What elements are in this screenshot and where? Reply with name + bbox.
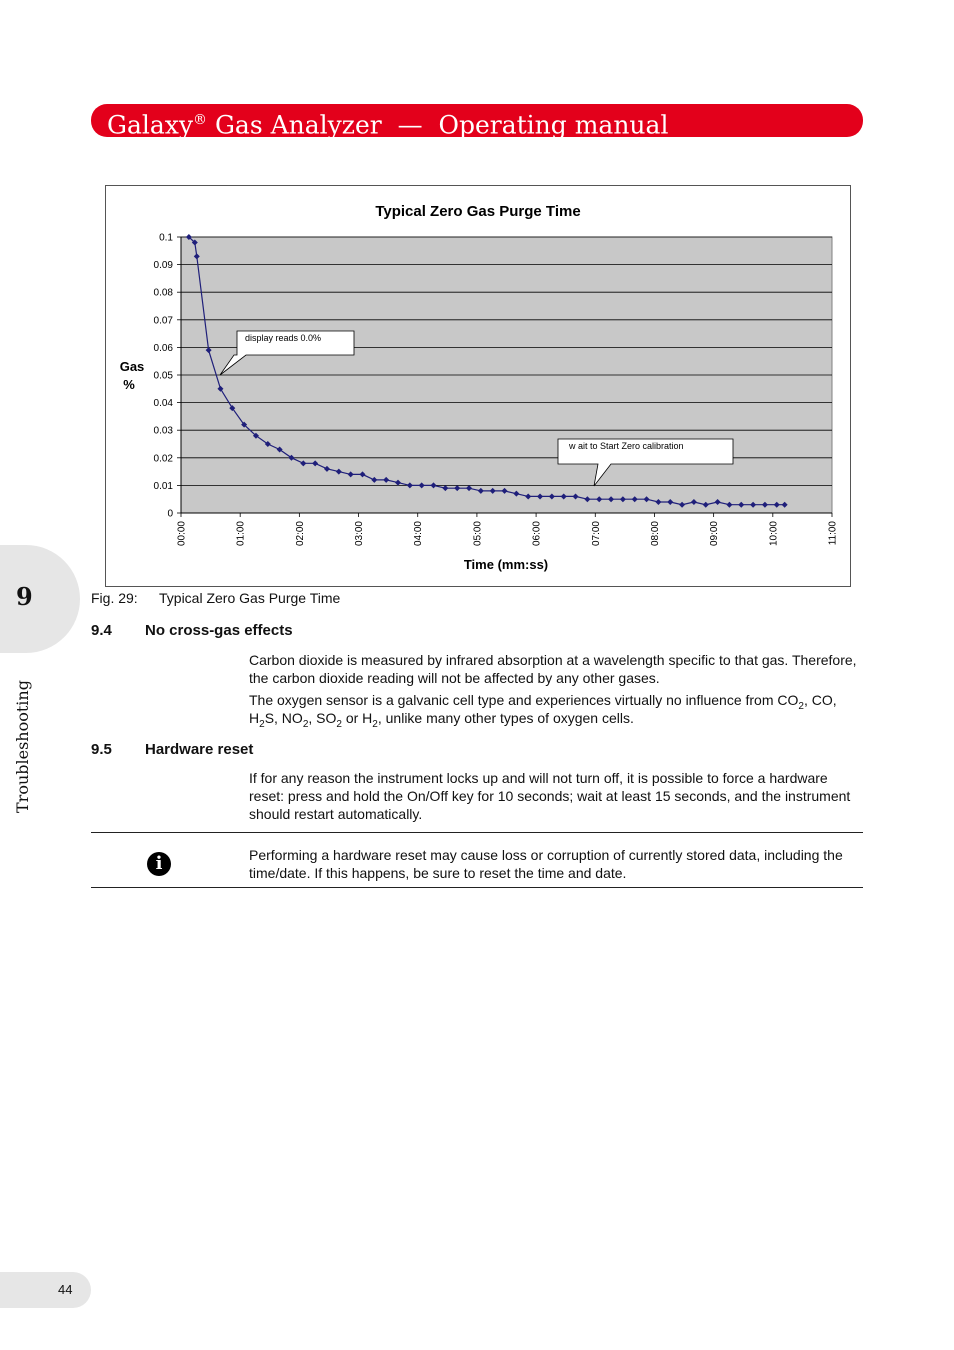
x-tick-label: 10:00 (768, 521, 780, 547)
note-text: Performing a hardware reset may cause loss or corruption of currently stored data, including the time/date. If this happens, be sure to reset the time and date. (249, 847, 843, 881)
x-tick-label: 11:00 (827, 521, 839, 546)
paragraph: If for any reason the instrument locks up and will not turn off, it is possible to force a hardware reset: press and hold the On/Off key for 10 seconds; wait at least 15 seconds, and the instrument should restart automatically. (249, 770, 851, 822)
header-banner (91, 104, 863, 140)
manual-title: Galaxy® Gas Analyzer — Operating manual (107, 110, 669, 140)
chapter-tab (0, 545, 80, 653)
x-tick-label: 00:00 (176, 521, 188, 547)
section-heading-9-5 (91, 741, 253, 758)
paragraph: Carbon dioxide is measured by infrared absorption at a wavelength specific to that gas. Therefore, the carbon dioxide reading will not be affected by any other gases. (249, 652, 857, 686)
y-tick-label: 0.05 (153, 370, 173, 382)
figure-number: Fig. 29: (91, 590, 138, 606)
y-tick-label: 0.02 (153, 453, 173, 465)
x-tick-label: 03:00 (354, 521, 366, 547)
section-heading-9-4 (91, 622, 293, 639)
y-tick-label: 0.1 (159, 232, 173, 244)
page-number: 44 (58, 1282, 73, 1297)
y-tick-label: 0.01 (153, 480, 173, 492)
y-tick-label: 0.06 (153, 342, 173, 354)
figure-caption (91, 590, 340, 606)
note-top-rule (91, 832, 863, 833)
x-tick-label: 02:00 (294, 521, 306, 547)
x-tick-label: 05:00 (472, 521, 484, 547)
chapter-number: 9 (16, 582, 33, 611)
callout-text: display reads 0.0% (245, 333, 322, 343)
page-number-tab (0, 1272, 91, 1308)
x-tick-label: 06:00 (531, 521, 543, 547)
y-tick-label: 0.04 (153, 398, 173, 410)
x-tick-label: 09:00 (709, 521, 721, 547)
x-axis-label: Time (mm:ss) (463, 557, 549, 572)
y-tick-label: 0.09 (153, 260, 173, 272)
y-tick-label: 0 (167, 508, 173, 520)
y-tick-label: 0.08 (153, 287, 173, 299)
note-bottom-rule (91, 887, 863, 888)
y-axis-label: Gas (119, 359, 145, 374)
paragraph-oxygen-sensor: The oxygen sensor is a galvanic cell type and experiences virtually no influence from $CO_2$, CO, $H_2S$, $NO_2$, $SO_2$ or $H_2$, unlike many other types of oxygen cells. (249, 692, 837, 730)
y-tick-label: 0.07 (153, 315, 173, 327)
chart-title: Typical Zero Gas Purge Time (375, 203, 581, 220)
section-title: No cross-gas effects (145, 622, 293, 639)
y-tick-label: 0.03 (153, 425, 173, 437)
callout-text: w ait to Start Zero calibration (569, 441, 684, 451)
x-tick-label: 04:00 (413, 521, 425, 547)
purge-time-chart (105, 185, 851, 587)
chapter-label: Troubleshooting (13, 680, 32, 813)
figure-caption-text: Typical Zero Gas Purge Time (159, 590, 341, 606)
section-number: 9.5 (91, 741, 112, 758)
info-icon: i (147, 852, 171, 876)
chart-svg (106, 186, 850, 586)
x-tick-label: 08:00 (649, 521, 661, 547)
x-tick-label: 01:00 (235, 521, 247, 547)
y-axis-unit: % (123, 377, 135, 392)
section-number: 9.4 (91, 622, 112, 639)
x-tick-label: 07:00 (590, 521, 602, 547)
section-title: Hardware reset (145, 741, 254, 758)
